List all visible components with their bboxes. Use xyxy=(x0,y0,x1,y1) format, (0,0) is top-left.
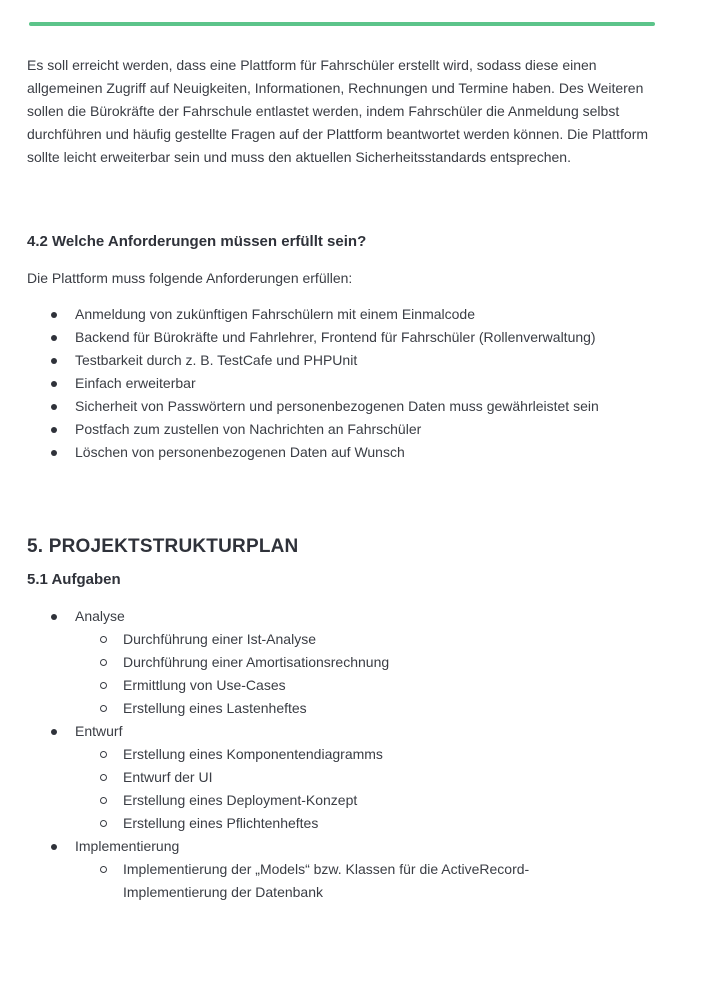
list-item: Implementierung der „Models“ bzw. Klassen für die ActiveRecord-Implementierung der Datenbank xyxy=(27,858,553,904)
list-item: Postfach zum zustellen von Nachrichten an Fahrschüler xyxy=(27,418,667,441)
top-accent-rule xyxy=(29,22,655,26)
list-item: Anmeldung von zukünftigen Fahrschülern mit einem Einmalcode xyxy=(27,303,667,326)
bullet-icon xyxy=(51,729,57,735)
bullet-icon xyxy=(51,404,57,410)
tasks-list xyxy=(27,605,667,904)
bullet-icon xyxy=(51,335,57,341)
document-content xyxy=(27,54,667,904)
bullet-icon xyxy=(51,312,57,318)
circle-bullet-icon xyxy=(100,682,107,689)
subtask-list xyxy=(75,628,667,720)
bullet-icon xyxy=(51,427,57,433)
section-5-1-heading: 5.1 Aufgaben xyxy=(27,571,121,588)
task-item-implementierung: Implementierung Implementierung der „Models“ bzw. Klassen für die ActiveRecord-Implementierung der Datenbank xyxy=(27,835,667,904)
task-item-analyse: Analyse Durchführung einer Ist-Analyse Durchführung einer Amortisationsrechnung Ermittlung von Use-Cases Erstellung eines Lastenheftes xyxy=(27,605,667,720)
circle-bullet-icon xyxy=(100,659,107,666)
subtask-list xyxy=(75,858,667,904)
list-item: Testbarkeit durch z. B. TestCafe und PHPUnit xyxy=(27,349,667,372)
subtask-list xyxy=(75,743,667,835)
list-item: Erstellung eines Lastenheftes xyxy=(27,697,667,720)
bullet-icon xyxy=(51,844,57,850)
bullet-icon xyxy=(51,614,57,620)
list-item: Durchführung einer Ist-Analyse xyxy=(27,628,667,651)
list-item: Ermittlung von Use-Cases xyxy=(27,674,667,697)
section-4-2-heading: 4.2 Welche Anforderungen müssen erfüllt sein? xyxy=(27,233,367,250)
circle-bullet-icon xyxy=(100,774,107,781)
list-item: Erstellung eines Komponentendiagramms xyxy=(27,743,667,766)
list-item: Einfach erweiterbar xyxy=(27,372,667,395)
list-item: Löschen von personenbezogenen Daten auf Wunsch xyxy=(27,441,667,464)
section-5-heading: 5. PROJEKTSTRUKTURPLAN xyxy=(27,536,299,557)
list-item: Erstellung eines Deployment-Konzept xyxy=(27,789,667,812)
list-item: Entwurf der UI xyxy=(27,766,667,789)
circle-bullet-icon xyxy=(100,705,107,712)
requirements-list xyxy=(27,303,667,464)
circle-bullet-icon xyxy=(100,820,107,827)
intro-paragraph: Es soll erreicht werden, dass eine Plattform für Fahrschüler erstellt wird, sodass diese einen allgemeinen Zugriff auf Neuigkeiten, Informationen, Rechnungen und Termine haben. Des Weiteren sollen die Bürokräfte der Fahrschule entlastet werden, indem Fahrschüler die Anmeldung selbst durchführen und häufig gestellte Fragen auf der Plattform beantwortet werden können. Die Plattform sollte leicht erweiterbar sein und muss den aktuellen Sicherheitsstandards entsprechen. xyxy=(27,57,649,165)
circle-bullet-icon xyxy=(100,797,107,804)
list-item: Backend für Bürokräfte und Fahrlehrer, Frontend für Fahrschüler (Rollenverwaltung) xyxy=(27,326,667,349)
circle-bullet-icon xyxy=(100,751,107,758)
list-item: Durchführung einer Amortisationsrechnung xyxy=(27,651,667,674)
circle-bullet-icon xyxy=(100,636,107,643)
bullet-icon xyxy=(51,358,57,364)
list-item: Sicherheit von Passwörtern und personenbezogenen Daten muss gewährleistet sein xyxy=(27,395,667,418)
list-item: Erstellung eines Pflichtenheftes xyxy=(27,812,667,835)
circle-bullet-icon xyxy=(100,866,107,873)
section-4-2-lead: Die Plattform muss folgende Anforderungen erfüllen: xyxy=(27,270,353,286)
bullet-icon xyxy=(51,381,57,387)
bullet-icon xyxy=(51,450,57,456)
task-item-entwurf: Entwurf Erstellung eines Komponentendiagramms Entwurf der UI Erstellung eines Deployment-Konzept Erstellung eines Pflichtenheftes xyxy=(27,720,667,835)
